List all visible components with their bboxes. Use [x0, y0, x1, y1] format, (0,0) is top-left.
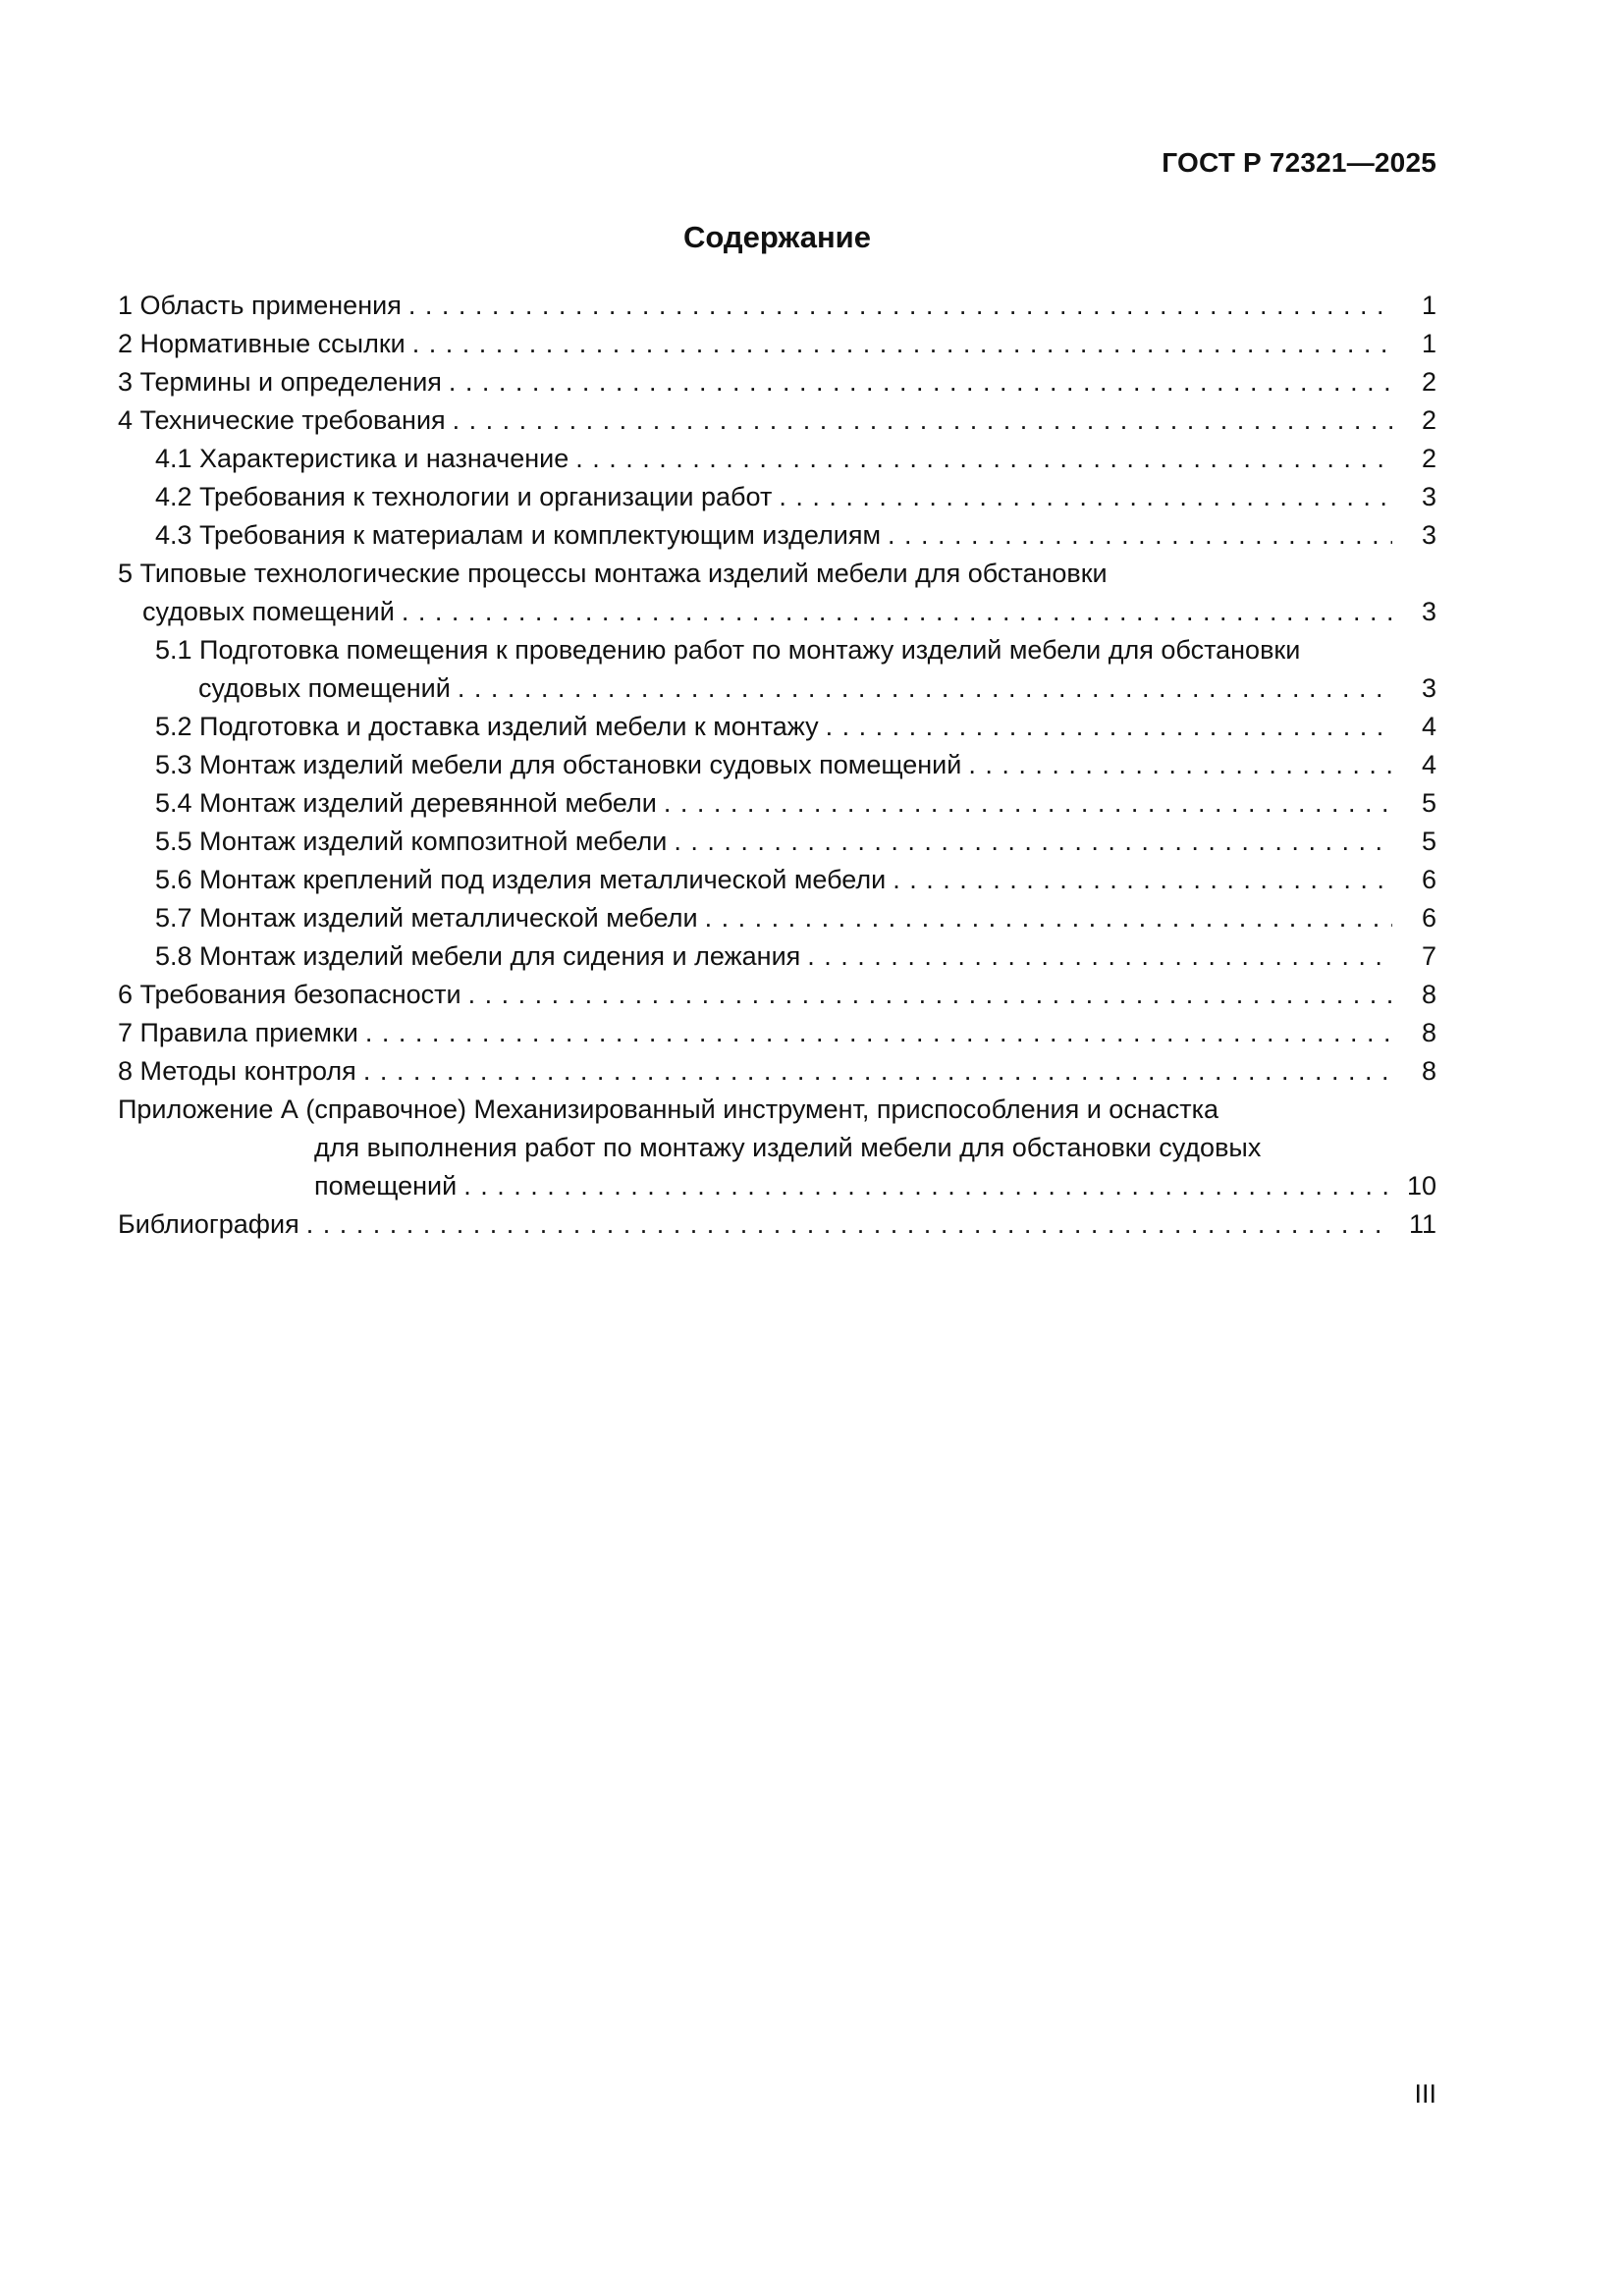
table-of-contents: [118, 287, 1436, 1244]
toc-page-number: 6: [1421, 903, 1436, 933]
toc-page-number: 11: [1408, 1209, 1436, 1239]
toc-entry-line: [118, 593, 1436, 631]
toc-entry-label: для выполнения работ по монтажу изделий мебели для обстановки судовых: [314, 1133, 1262, 1162]
toc-entry-label: судовых помещений: [198, 673, 451, 703]
toc-entry-label: 5.2 Подготовка и доставка изделий мебели к монтажу: [155, 712, 819, 741]
toc-entry-line: [118, 555, 1436, 593]
toc-entry: [118, 1205, 1436, 1244]
dot-leader: [575, 440, 1392, 478]
toc-page-number: 3: [1421, 482, 1436, 511]
dot-leader: [363, 1052, 1392, 1091]
toc-page-number: 5: [1421, 827, 1436, 856]
toc-page-number: 1: [1421, 329, 1436, 358]
toc-entry-label: 5.4 Монтаж изделий деревянной мебели: [155, 788, 657, 818]
toc-entry-line: [118, 976, 1436, 1014]
toc-page-number: 2: [1421, 444, 1436, 473]
toc-page-number: 5: [1421, 788, 1436, 818]
toc-entry: [118, 631, 1436, 708]
dot-leader: [807, 937, 1392, 976]
toc-page-number: 7: [1421, 941, 1436, 971]
dot-leader: [674, 823, 1392, 861]
toc-entry-line: [155, 823, 1436, 861]
dot-leader: [463, 1167, 1392, 1205]
dot-leader: [449, 363, 1392, 401]
toc-entry: [118, 401, 1436, 440]
toc-entry-label: 4 Технические требования: [118, 405, 446, 435]
toc-entry: [118, 1091, 1436, 1205]
toc-entry-label: 2 Нормативные ссылки: [118, 329, 406, 358]
page-title: Содержание: [683, 220, 871, 254]
toc-entry-line: [155, 669, 1436, 708]
toc-entry-label: 5.3 Монтаж изделий мебели для обстановки судовых помещений: [155, 750, 962, 779]
dot-leader: [968, 746, 1392, 784]
toc-page-number: 3: [1421, 673, 1436, 703]
toc-page-number: 8: [1421, 1056, 1436, 1086]
toc-entry-line: [155, 708, 1436, 746]
dot-leader: [408, 287, 1392, 325]
toc-entry-label: 5 Типовые технологические процессы монтажа изделий мебели для обстановки: [118, 559, 1108, 588]
toc-entry-label: помещений: [314, 1171, 458, 1201]
toc-entry: [118, 363, 1436, 401]
toc-entry-line: [118, 363, 1436, 401]
toc-entry-line: [155, 516, 1436, 555]
toc-entry-line: [118, 287, 1436, 325]
toc-entry-line: [155, 784, 1436, 823]
dot-leader: [365, 1014, 1392, 1052]
toc-page-number: 3: [1421, 597, 1436, 626]
toc-page-number: 4: [1421, 750, 1436, 779]
dot-leader: [888, 516, 1392, 555]
toc-entry-label: 4.3 Требования к материалам и комплектующим изделиям: [155, 520, 882, 550]
dot-leader: [412, 325, 1392, 363]
toc-entry: [118, 287, 1436, 325]
toc-entry-line: [118, 325, 1436, 363]
toc-entry-label: 6 Требования безопасности: [118, 980, 461, 1009]
toc-entry: [118, 861, 1436, 899]
toc-entry-line: [118, 1014, 1436, 1052]
dot-leader: [893, 861, 1392, 899]
toc-entry: [118, 976, 1436, 1014]
toc-entry: [118, 478, 1436, 516]
toc-page-number: 8: [1421, 980, 1436, 1009]
toc-entry-label: 5.5 Монтаж изделий композитной мебели: [155, 827, 668, 856]
toc-entry: [118, 1014, 1436, 1052]
toc-page-number: 1: [1421, 291, 1436, 320]
toc-entry-label: судовых помещений: [142, 597, 395, 626]
dot-leader: [402, 593, 1392, 631]
document-number: ГОСТ Р 72321—2025: [1162, 147, 1436, 178]
dot-leader: [453, 401, 1392, 440]
toc-entry-line: [155, 746, 1436, 784]
toc-entry-line: [118, 401, 1436, 440]
toc-entry-line: [118, 1052, 1436, 1091]
toc-entry-line: [155, 937, 1436, 976]
page-number: III: [1414, 2079, 1436, 2109]
toc-entry-label: 7 Правила приемки: [118, 1018, 358, 1047]
toc-page-number: 2: [1421, 405, 1436, 435]
toc-entry-line: [155, 899, 1436, 937]
toc-page-number: 10: [1406, 1171, 1436, 1201]
toc-entry-label: 8 Методы контроля: [118, 1056, 356, 1086]
toc-entry: [118, 784, 1436, 823]
toc-entry: [118, 937, 1436, 976]
toc-entry-line: [155, 440, 1436, 478]
dot-leader: [306, 1205, 1392, 1244]
toc-entry-line: [118, 1091, 1436, 1129]
toc-entry: [118, 440, 1436, 478]
toc-page-number: 8: [1421, 1018, 1436, 1047]
toc-entry: [118, 325, 1436, 363]
toc-entry: [118, 516, 1436, 555]
toc-entry-label: 5.1 Подготовка помещения к проведению работ по монтажу изделий мебели для обстановки: [155, 635, 1301, 665]
dot-leader: [468, 976, 1392, 1014]
toc-entry: [118, 823, 1436, 861]
toc-page-number: 4: [1421, 712, 1436, 741]
toc-entry-line: [118, 1167, 1436, 1205]
toc-entry-label: Приложение А (справочное) Механизированный инструмент, приспособления и оснастка: [118, 1095, 1219, 1124]
toc-entry-label: 4.1 Характеристика и назначение: [155, 444, 569, 473]
toc-entry: [118, 708, 1436, 746]
toc-entry-label: 1 Область применения: [118, 291, 402, 320]
toc-entry-line: [118, 1129, 1436, 1167]
toc-entry: [118, 555, 1436, 631]
toc-entry-label: 5.7 Монтаж изделий металлической мебели: [155, 903, 698, 933]
toc-entry-label: 4.2 Требования к технологии и организации работ: [155, 482, 773, 511]
toc-entry: [118, 746, 1436, 784]
toc-page-number: 6: [1421, 865, 1436, 894]
toc-entry-label: 5.6 Монтаж креплений под изделия металлической мебели: [155, 865, 887, 894]
toc-entry-line: [155, 478, 1436, 516]
toc-page-number: 3: [1421, 520, 1436, 550]
dot-leader: [705, 899, 1392, 937]
toc-entry: [118, 899, 1436, 937]
dot-leader: [664, 784, 1392, 823]
toc-entry: [118, 1052, 1436, 1091]
dot-leader: [779, 478, 1392, 516]
dot-leader: [458, 669, 1392, 708]
toc-entry-label: 5.8 Монтаж изделий мебели для сидения и лежания: [155, 941, 801, 971]
toc-page-number: 2: [1421, 367, 1436, 397]
toc-entry-label: Библиография: [118, 1209, 299, 1239]
dot-leader: [826, 708, 1392, 746]
toc-entry-line: [118, 1205, 1436, 1244]
toc-entry-line: [155, 861, 1436, 899]
toc-entry-label: 3 Термины и определения: [118, 367, 442, 397]
toc-entry-line: [155, 631, 1436, 669]
